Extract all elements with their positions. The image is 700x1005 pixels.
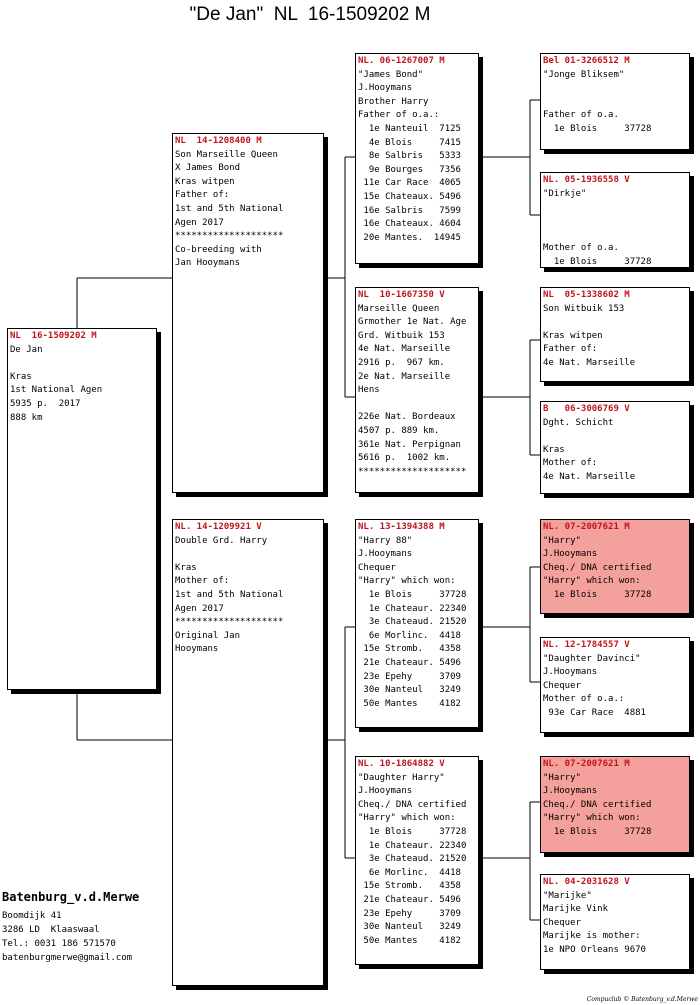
owner-name: Batenburg_v.d.Merwe bbox=[2, 890, 140, 904]
ggp1-line: "Jonge Bliksem" bbox=[543, 69, 625, 80]
ggp7-line: J.Hooymans bbox=[543, 786, 598, 797]
dam-sire-line: 30e Nanteul 3249 bbox=[358, 685, 461, 696]
sire-sire-line: 16e Chateaux. 4604 bbox=[358, 219, 461, 230]
ggp8-card bbox=[540, 874, 690, 970]
ggp7-line: "Harry" which won: bbox=[543, 813, 641, 824]
ggp5-line: Cheq./ DNA certified bbox=[543, 562, 652, 573]
sire-sire-line: J.Hooymans bbox=[358, 83, 413, 94]
owner-phone: Tel.: 0031 186 571570 bbox=[2, 939, 116, 949]
dam-sire-line: 6e Morlinc. 4418 bbox=[358, 630, 461, 641]
ggp8-line: Marijke Vink bbox=[543, 904, 609, 915]
ggp8-line: Marijke is mother: bbox=[543, 931, 641, 942]
ggp1-card bbox=[540, 53, 690, 150]
ggp6-line: 93e Car Race 4881 bbox=[543, 707, 646, 718]
ggp6-line: "Daughter Davinci" bbox=[543, 653, 641, 664]
ggp3-ring-number: NL 05-1338602 M bbox=[543, 290, 630, 300]
page-title: "De Jan" NL 16-1509202 M bbox=[189, 4, 431, 25]
ggp2-line: "Dirkje" bbox=[543, 188, 587, 199]
owner-email: batenburgmerwe@gmail.com bbox=[2, 953, 133, 963]
ggp2-line: Mother of o.a. bbox=[543, 242, 619, 253]
sire-dam-line: Grd. Witbuik 153 bbox=[358, 330, 445, 341]
ggp4-line: Kras bbox=[543, 444, 565, 455]
dam-dam-line: Cheq./ DNA certified bbox=[358, 799, 467, 810]
sire-sire-line: Brother Harry bbox=[358, 96, 429, 107]
ggp7-line: "Harry" bbox=[543, 772, 581, 783]
ggp6-ring-number: NL. 12-1784557 V bbox=[543, 640, 630, 650]
ggp6-line: Mother of o.a.: bbox=[543, 694, 625, 705]
subject-ring-number: NL 16-1509202 M bbox=[10, 331, 97, 341]
subject-line: 5935 p. 2017 bbox=[10, 398, 81, 409]
sire-card bbox=[172, 133, 324, 493]
sire-dam-line: 226e Nat. Bordeaux bbox=[358, 412, 456, 423]
sire-sire-card bbox=[355, 53, 479, 264]
dam-sire-line: 23e Epehy 3709 bbox=[358, 671, 461, 682]
sire-sire-line: 11e Car Race 4065 bbox=[358, 178, 461, 189]
dam-dam-line: 23e Epehy 3709 bbox=[358, 908, 461, 919]
ggp4-line: Mother of: bbox=[543, 458, 598, 469]
sire-dam-line: Hens bbox=[358, 385, 380, 396]
sire-dam-line bbox=[358, 398, 476, 412]
ggp3-card bbox=[540, 287, 690, 382]
dam-line: Kras bbox=[175, 562, 197, 573]
dam-sire-ring-number: NL. 13-1394388 M bbox=[358, 522, 445, 532]
ggp1-line bbox=[543, 82, 687, 96]
owner-address-street: Boomdijk 41 bbox=[2, 911, 62, 921]
dam-line: Agen 2017 bbox=[175, 603, 224, 614]
dam-sire-line: 1e Chateaur. 22340 bbox=[358, 603, 467, 614]
dam-dam-ring-number: NL. 10-1864882 V bbox=[358, 759, 445, 769]
ggp2-line bbox=[543, 201, 687, 215]
ggp1-line: Father of o.a. bbox=[543, 110, 619, 121]
sire-dam-line: 4507 p. 889 km. bbox=[358, 425, 440, 436]
ggp5-line: "Harry" which won: bbox=[543, 576, 641, 587]
dam-dam-line: "Harry" which won: bbox=[358, 813, 456, 824]
subject-card bbox=[7, 328, 157, 690]
ggp4-card bbox=[540, 401, 690, 494]
dam-sire-line: 1e Blois 37728 bbox=[358, 589, 467, 600]
owner-address-city: 3286 LD Klaaswaal bbox=[2, 925, 100, 935]
ggp6-line: J.Hooymans bbox=[543, 667, 598, 678]
dam-card bbox=[172, 519, 324, 986]
sire-line: Father of: bbox=[175, 190, 230, 201]
ggp4-line bbox=[543, 430, 687, 444]
ggp8-line: Chequer bbox=[543, 917, 581, 928]
dam-line: Double Grd. Harry bbox=[175, 535, 268, 546]
sire-line: ******************** bbox=[175, 231, 284, 242]
sire-sire-line: 1e Nanteuil 7125 bbox=[358, 123, 461, 134]
ggp8-ring-number: NL. 04-2031628 V bbox=[543, 877, 630, 887]
dam-sire-line: 3e Chateaud. 21520 bbox=[358, 617, 467, 628]
ggp3-line: Son Witbuik 153 bbox=[543, 303, 625, 314]
ggp2-card bbox=[540, 172, 690, 268]
ggp1-line: 1e Blois 37728 bbox=[543, 123, 652, 134]
ggp5-line: "Harry" bbox=[543, 535, 581, 546]
ggp5-line: 1e Blois 37728 bbox=[543, 589, 652, 600]
ggp3-line: Kras witpen bbox=[543, 330, 603, 341]
dam-line: Hooymans bbox=[175, 644, 219, 655]
dam-dam-line: 30e Nanteul 3249 bbox=[358, 922, 461, 933]
dam-dam-line: 50e Mantes 4182 bbox=[358, 935, 461, 946]
dam-dam-line: 1e Chateaur. 22340 bbox=[358, 840, 467, 851]
dam-dam-line: 15e Stromb. 4358 bbox=[358, 881, 461, 892]
ggp7-ring-number: NL. 07-2007621 M bbox=[543, 759, 630, 769]
sire-sire-line: 16e Salbris 7599 bbox=[358, 205, 461, 216]
ggp6-card bbox=[540, 637, 690, 733]
ggp2-ring-number: NL. 05-1936558 V bbox=[543, 175, 630, 185]
ggp4-ring-number: B 06-3006769 V bbox=[543, 404, 630, 414]
dam-sire-line: "Harry 88" bbox=[358, 535, 413, 546]
dam-dam-line: 21e Chateaur. 5496 bbox=[358, 894, 461, 905]
sire-dam-line: 361e Nat. Perpignan bbox=[358, 439, 461, 450]
subject-line: 1st National Agen bbox=[10, 385, 103, 396]
dam-dam-line: 3e Chateaud. 21520 bbox=[358, 854, 467, 865]
subject-line: 888 km bbox=[10, 412, 43, 423]
sire-line: Agen 2017 bbox=[175, 217, 224, 228]
sire-dam-line: Grmother 1e Nat. Age bbox=[358, 317, 467, 328]
dam-dam-line: 6e Morlinc. 4418 bbox=[358, 867, 461, 878]
sire-dam-card bbox=[355, 287, 479, 493]
dam-line: ******************** bbox=[175, 617, 284, 628]
ggp1-ring-number: Bel 01-3266512 M bbox=[543, 56, 630, 66]
sire-dam-line: Marseille Queen bbox=[358, 303, 440, 314]
sire-dam-ring-number: NL 10-1667350 V bbox=[358, 290, 445, 300]
sire-sire-ring-number: NL. 06-1267007 M bbox=[358, 56, 445, 66]
sire-ring-number: NL 14-1208400 M bbox=[175, 136, 262, 146]
dam-dam-line: "Daughter Harry" bbox=[358, 772, 445, 783]
sire-line: Kras witpen bbox=[175, 176, 235, 187]
ggp2-line bbox=[543, 215, 687, 229]
dam-ring-number: NL. 14-1209921 V bbox=[175, 522, 262, 532]
sire-dam-line: ******************** bbox=[358, 466, 467, 477]
ggp2-line bbox=[543, 228, 687, 242]
dam-dam-line: J.Hooymans bbox=[358, 786, 413, 797]
dam-line: Mother of: bbox=[175, 576, 230, 587]
footer-credit: Compuclub © Batenburg_v.d.Merwe bbox=[586, 996, 698, 1003]
sire-line: Son Marseille Queen bbox=[175, 149, 278, 160]
sire-dam-line: 5616 p. 1002 km. bbox=[358, 453, 451, 464]
dam-line: 1st and 5th National bbox=[175, 589, 284, 600]
ggp3-line: Father of: bbox=[543, 344, 598, 355]
dam-dam-card bbox=[355, 756, 479, 965]
sire-line: 1st and 5th National bbox=[175, 203, 284, 214]
sire-sire-line: 15e Chateaux. 5496 bbox=[358, 191, 461, 202]
dam-line: Original Jan bbox=[175, 630, 241, 641]
dam-dam-line: 1e Blois 37728 bbox=[358, 826, 467, 837]
ggp1-line bbox=[543, 96, 687, 110]
subject-line: De Jan bbox=[10, 344, 43, 355]
ggp7-card bbox=[540, 756, 690, 853]
ggp2-line: 1e Blois 37728 bbox=[543, 256, 652, 267]
sire-sire-line: "James Bond" bbox=[358, 69, 424, 80]
dam-sire-line: "Harry" which won: bbox=[358, 576, 456, 587]
ggp3-line bbox=[543, 316, 687, 330]
dam-sire-line: Chequer bbox=[358, 562, 396, 573]
ggp8-line: "Marijke" bbox=[543, 890, 592, 901]
ggp8-line: 1e NPO Orleans 9670 bbox=[543, 944, 646, 955]
sire-sire-line: Father of o.a.: bbox=[358, 110, 440, 121]
sire-line: X James Bond bbox=[175, 163, 241, 174]
ggp5-line: J.Hooymans bbox=[543, 549, 598, 560]
sire-dam-line: 2916 p. 967 km. bbox=[358, 357, 445, 368]
dam-sire-line: 21e Chateaur. 5496 bbox=[358, 657, 461, 668]
sire-line: Co-breeding with bbox=[175, 244, 262, 255]
sire-sire-line: 9e Bourges 7356 bbox=[358, 164, 461, 175]
subject-line: Kras bbox=[10, 371, 32, 382]
sire-dam-line: 2e Nat. Marseille bbox=[358, 371, 451, 382]
sire-sire-line: 20e Mantes. 14945 bbox=[358, 232, 461, 243]
ggp6-line: Chequer bbox=[543, 680, 581, 691]
ggp5-card bbox=[540, 519, 690, 614]
dam-sire-line: 15e Stromb. 4358 bbox=[358, 644, 461, 655]
ggp4-line: 4e Nat. Marseille bbox=[543, 471, 636, 482]
ggp7-line: 1e Blois 37728 bbox=[543, 826, 652, 837]
dam-line bbox=[175, 548, 321, 562]
sire-sire-line: 4e Blois 7415 bbox=[358, 137, 461, 148]
sire-sire-line: 8e Salbris 5333 bbox=[358, 151, 461, 162]
dam-sire-line: J.Hooymans bbox=[358, 549, 413, 560]
ggp7-line: Cheq./ DNA certified bbox=[543, 799, 652, 810]
sire-dam-line: 4e Nat. Marseille bbox=[358, 344, 451, 355]
sire-line: Jan Hooymans bbox=[175, 258, 241, 269]
ggp5-ring-number: NL. 07-2007621 M bbox=[543, 522, 630, 532]
ggp3-line: 4e Nat. Marseille bbox=[543, 357, 636, 368]
ggp4-line: Dght. Schicht bbox=[543, 417, 614, 428]
dam-sire-card bbox=[355, 519, 479, 728]
subject-line bbox=[10, 357, 154, 371]
dam-sire-line: 50e Mantes 4182 bbox=[358, 698, 461, 709]
